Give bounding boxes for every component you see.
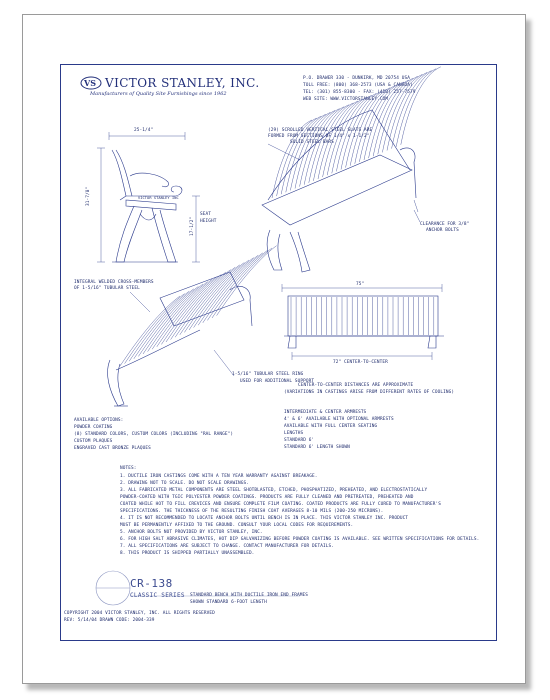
note-2: 2. DRAWING NOT TO SCALE. DO NOT SCALE DRAWINGS. (120, 481, 249, 486)
copyright: COPYRIGHT 2004 VICTOR STANLEY, INC. ALL RIGHTS RESERVED (64, 611, 215, 616)
slat (129, 291, 189, 361)
slat (217, 246, 277, 316)
options-right-2: AVAILABLE WITH FULL CENTER SEATING (284, 424, 378, 429)
dim-height: 31-7/8" (86, 186, 91, 206)
note-7: 7. ALL SPECIFICATIONS ARE SUBJECT TO CHANGE. CONTACT MANUFACTURER FOR DETAILS. (120, 544, 334, 549)
desc-line-2: SHOWN STANDARD 6-FOOT LENGTH (190, 600, 267, 605)
contact-line-2: TOLL FREE: (800) 368-2573 (USA & CANADA) (303, 83, 413, 88)
series-name: CLASSIC SERIES (130, 592, 185, 599)
note-3: 3. ALL FABRICATED METAL COMPONENTS ARE STEEL SHOTBLASTED, ETCHED, PHOSPHATIZED, PREHEATED, AND ELECTROSTATICALLY (120, 488, 428, 493)
slat (180, 265, 240, 335)
desc-line-1: STANDARD BENCH WITH DUCTILE IRON END FRAMES (190, 593, 308, 598)
svg-text:VS: VS (84, 78, 96, 88)
brand-name: VICTOR STANLEY, INC. (105, 76, 260, 90)
dim-seat-height: 17-1/2" (190, 216, 195, 236)
slat (194, 258, 254, 328)
note-6: 6. FOR HIGH SALT ABRASIVE CLIMATES, HOT DIP GALVANIZING BEFORE POWDER COATING IS AVAILABLE. SEE WRITTEN SPECIFICATIONS FOR DETAILS. (120, 537, 480, 542)
contact-line-4: WEB SITE: WWW.VICTORSTANLEY.COM (303, 97, 389, 102)
note-8: 8. THIS PRODUCT IS SHIPPED PARTIALLY UNASSEMBLED. (120, 551, 255, 556)
dim-length: 75" (356, 282, 365, 287)
note-1: 1. DUCTILE IRON CASTINGS COME WITH A TEN YEAR WARRANTY AGAINST BREAKAGE. (120, 474, 318, 479)
note-4: 4. IT IS NOT RECOMMENDED TO LOCATE ANCHOR BOLTS UNTIL BENCH IS IN PLACE. THIS VICTOR STANLEY INC. PRODUCT (120, 516, 409, 521)
slat (198, 255, 258, 325)
options-left-4: ENGRAVED CAST BRONZE PLAQUES (74, 446, 151, 451)
slat (212, 248, 272, 318)
slat (207, 250, 267, 320)
options-right-0: INTERMEDIATE & CENTER ARMRESTS (284, 410, 367, 415)
revision: REV: 5/14/04 DRAWN CODE: 2004-339 (64, 618, 155, 623)
contact-line-1: P.O. DRAWER 330 - DUNKIRK, MD 20754 USA (303, 76, 410, 81)
front-elevation (282, 284, 444, 360)
isometric-view (262, 67, 441, 272)
note-3c: COATED WHILE HOT TO FILL CREVICES AND ENSURE COMPLETE FILM COATING. COATED PRODUCTS ARE FULLY CURED TO MANUFACTURER'S (120, 502, 441, 507)
dim-center: 72" CENTER-TO-CENTER (333, 360, 388, 365)
options-right-1: 4' & 6' AVAILABLE WITH OPTIONAL ARMRESTS (284, 417, 394, 422)
note-4b: MUST BE PERMANENTLY AFFIXED TO THE GROUND. CONSULT YOUR LOCAL CODES FOR REQUIREMENTS. (120, 523, 354, 528)
callout-approx-1: CENTER-TO-CENTER DISTANCES ARE APPROXIMATE (298, 383, 414, 388)
brand-tagline: Manufacturers of Quality Site Furnishings since 1962 (90, 91, 227, 97)
slat (120, 296, 180, 366)
plaque-text: VICTOR STANLEY INC (138, 196, 179, 200)
options-right-4: STANDARD 6' (284, 438, 315, 443)
seat-label-1: SEAT (200, 212, 211, 217)
callout-cross-1: INTEGRAL WELDED CROSS-MEMBERS (74, 280, 154, 285)
options-right-3: LENGTHS (284, 431, 304, 436)
slat (189, 260, 249, 330)
note-5: 5. ANCHOR BOLTS NOT PROVIDED BY VICTOR STANLEY, INC. (120, 530, 263, 535)
dim-depth: 25-1/4" (134, 128, 154, 133)
model-number: CR-138 (130, 577, 173, 590)
options-right-5: STANDARD 6' LENGTH SHOWN (284, 445, 350, 450)
note-3d: SPECIFICATIONS. THE THICKNESS OF THE RESULTING FINISH COAT AVERAGES 8-10 MILS (200-250 MICRONS). (120, 509, 384, 514)
options-left-0: AVAILABLE OPTIONS: (74, 418, 124, 423)
contact-line-3: TEL: (301) 855-8300 - FAX: (410) 257-7579 (303, 90, 416, 95)
note-header: NOTES: (120, 466, 137, 471)
slat (125, 294, 185, 364)
slat (171, 270, 231, 340)
slat (166, 272, 226, 342)
callout-ring-1: 1-5/16" TUBULAR STEEL RING (232, 372, 304, 377)
slat (134, 289, 194, 359)
seat-label-2: HEIGHT (200, 219, 217, 224)
slat (175, 267, 235, 337)
callout-approx-2: (VARIATIONS IN CASTINGS ARISE FROM DIFFERENT RATES OF COOLING) (284, 390, 455, 395)
options-left-2: (8) STANDARD COLORS, CUSTOM COLORS (INCLUDING "RAL RANGE") (74, 432, 234, 437)
options-left-3: CUSTOM PLAQUES (74, 439, 113, 444)
callout-clearance-1: CLEARANCE FOR 3/8" (420, 222, 470, 227)
callout-cross-2: OF 1-5/16" TUBULAR STEEL (74, 286, 140, 291)
slat (184, 262, 244, 332)
callout-clearance-2: ANCHOR BOLTS (426, 228, 459, 233)
callout-slats-3: SOLID STEEL BARS (290, 140, 334, 145)
options-left-1: POWDER COATING (74, 425, 113, 430)
callout-slats-2: FORMED FROM SECTIONS OF 1/4" x 1-1/2" (268, 134, 370, 139)
slat (143, 284, 203, 354)
callout-slats-1: (29) SCROLLED VERTICAL STEEL SLATS ARE (268, 128, 373, 133)
slat (138, 286, 198, 356)
note-3b: POWDER-COATED WITH TGIC POLYESTER POWDER COATINGS. PRODUCTS ARE FULLY CLEANED AND PRETREATED, PREHEATED AND (120, 495, 414, 500)
callout-ring-2: USED FOR ADDITIONAL SUPPORT (240, 379, 315, 384)
